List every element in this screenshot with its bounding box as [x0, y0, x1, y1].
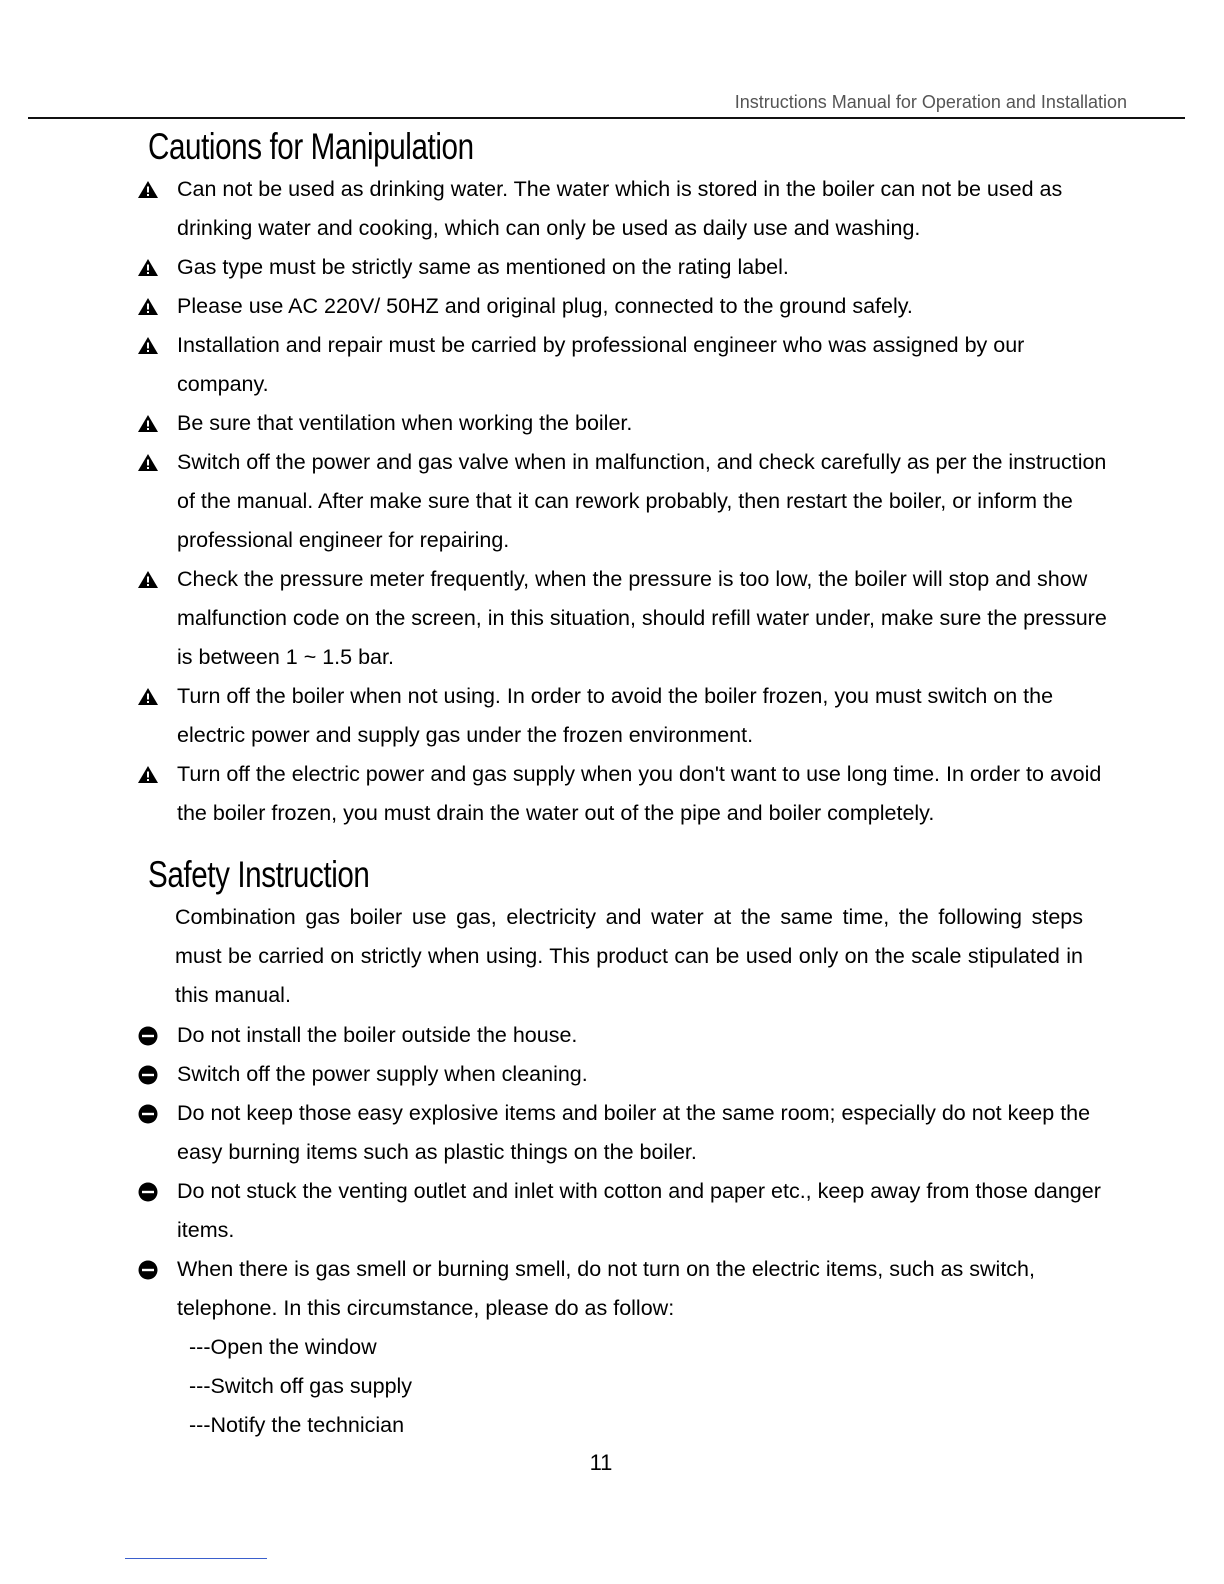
caution-item	[136, 326, 1116, 404]
caution-text: Installation and repair must be carried by professional engineer who was assigned by our company.	[177, 333, 1025, 396]
footer-divider	[125, 1558, 267, 1559]
warning-triangle-icon	[136, 404, 160, 443]
safety-text: When there is gas smell or burning smell, do not turn on the electric items, such as switch, telephone. In this circumstance, please do as follow:	[177, 1257, 1035, 1320]
cautions-title: Cautions for Manipulation	[148, 126, 474, 167]
caution-item	[136, 755, 1116, 833]
caution-text: Can not be used as drinking water. The water which is stored in the boiler can not be used as drinking water and cooking, which can only be used as daily use and washing.	[177, 177, 1063, 240]
gas-smell-steps	[189, 1328, 412, 1445]
safety-text: Do not keep those easy explosive items and boiler at the same room; especially do not keep the easy burning items such as plastic things on the boiler.	[177, 1101, 1091, 1164]
safety-item	[136, 1094, 1116, 1172]
safety-text: Switch off the power supply when cleaning.	[177, 1062, 588, 1086]
warning-triangle-icon	[136, 560, 160, 599]
safety-item	[136, 1250, 1116, 1328]
warning-triangle-icon	[136, 326, 160, 365]
caution-text: Be sure that ventilation when working the boiler.	[177, 411, 633, 435]
no-entry-icon	[136, 1250, 160, 1289]
caution-item	[136, 443, 1116, 560]
caution-item	[136, 560, 1116, 677]
safety-title: Safety Instruction	[148, 854, 370, 895]
safety-text: Do not stuck the venting outlet and inlet with cotton and paper etc., keep away from those danger items.	[177, 1179, 1101, 1242]
no-entry-icon	[136, 1094, 160, 1133]
step-item: ---Notify the technician	[189, 1413, 405, 1437]
caution-text: Please use AC 220V/ 50HZ and original plug, connected to the ground safely.	[177, 294, 913, 318]
no-entry-icon	[136, 1055, 160, 1094]
caution-item	[136, 404, 1116, 443]
safety-intro: Combination gas boiler use gas, electricity and water at the same time, the following steps must be carried on strictly when using. This product can be used only on the scale stipulated in this manual.	[175, 905, 1083, 1007]
safety-item	[136, 1172, 1116, 1250]
header-title: Instructions Manual for Operation and Installation	[734, 92, 1127, 112]
caution-item	[136, 248, 1116, 287]
page-number: 11	[589, 1450, 613, 1475]
header-divider	[28, 117, 1185, 119]
warning-triangle-icon	[136, 677, 160, 716]
caution-item	[136, 287, 1116, 326]
warning-triangle-icon	[136, 287, 160, 326]
warning-triangle-icon	[136, 248, 160, 287]
caution-text: Gas type must be strictly same as mentioned on the rating label.	[177, 255, 789, 279]
caution-text: Check the pressure meter frequently, when the pressure is too low, the boiler will stop and show malfunction code on the screen, in this situation, should refill water under, make sure the pressure is between 1 ~ 1.5 bar.	[177, 567, 1107, 669]
safety-list	[136, 1016, 1116, 1328]
warning-triangle-icon	[136, 755, 160, 794]
step-item: ---Switch off gas supply	[189, 1374, 413, 1398]
safety-item	[136, 1055, 1116, 1094]
no-entry-icon	[136, 1172, 160, 1211]
cautions-list	[136, 170, 1116, 833]
caution-text: Turn off the electric power and gas supply when you don't want to use long time. In order to avoid the boiler frozen, you must drain the water out of the pipe and boiler completely.	[177, 762, 1102, 825]
caution-item	[136, 170, 1116, 248]
no-entry-icon	[136, 1016, 160, 1055]
step-item: ---Open the window	[189, 1335, 377, 1359]
safety-text: Do not install the boiler outside the house.	[177, 1023, 578, 1047]
warning-triangle-icon	[136, 170, 160, 209]
caution-item	[136, 677, 1116, 755]
caution-text: Turn off the boiler when not using. In order to avoid the boiler frozen, you must switch on the electric power and supply gas under the frozen environment.	[177, 684, 1054, 747]
safety-item	[136, 1016, 1116, 1055]
caution-text: Switch off the power and gas valve when in malfunction, and check carefully as per the instruction of the manual. After make sure that it can rework probably, then restart the boiler, or inform the professional engineer for repairing.	[177, 450, 1107, 552]
warning-triangle-icon	[136, 443, 160, 482]
